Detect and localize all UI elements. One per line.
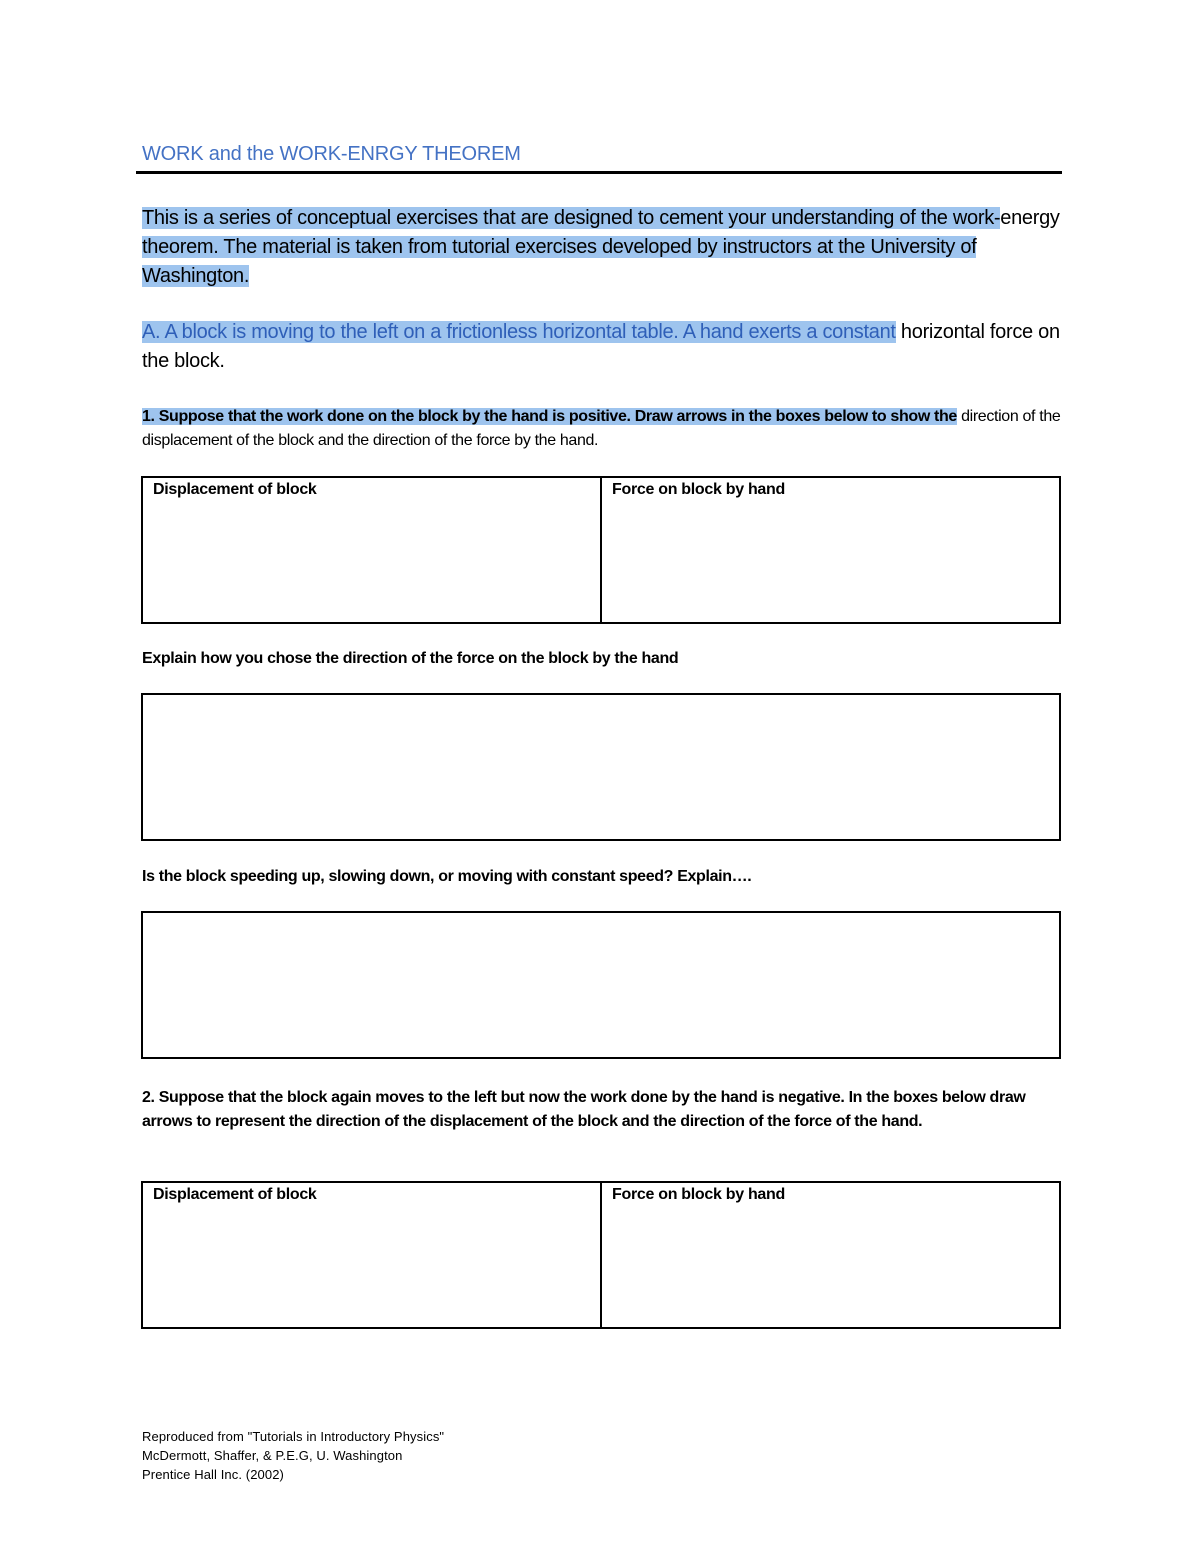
question-1-rest: direction of the displacement of the block and the direction of the force by the hand. — [142, 408, 1061, 449]
title-rule — [136, 171, 1062, 174]
displacement-cell-2[interactable] — [143, 1183, 600, 1327]
answer-table-1[interactable] — [141, 476, 1061, 624]
section-a-rest: horizontal force on the block. — [142, 321, 1060, 372]
force-label-2: Force on block by hand — [612, 1186, 785, 1203]
footer-citation — [142, 1427, 444, 1484]
footer-line-2: McDermott, Shaffer, & P.E.G, U. Washington — [142, 1448, 403, 1463]
footer-line-3: Prentice Hall Inc. (2002) — [142, 1467, 284, 1482]
force-label-1: Force on block by hand — [612, 481, 785, 498]
question-1-highlight: 1. Suppose that the work done on the block by the hand is positive. Draw arrows in the boxes below to show the — [142, 408, 957, 425]
intro-paragraph — [142, 204, 1062, 291]
page-title: WORK and the WORK-ENRGY THEOREM — [142, 143, 521, 165]
displacement-cell-1[interactable] — [143, 478, 600, 622]
displacement-label-2: Displacement of block — [153, 1186, 317, 1203]
answer-table-2[interactable] — [141, 1181, 1061, 1329]
displacement-label-1: Displacement of block — [153, 481, 317, 498]
speed-prompt: Is the block speeding up, slowing down, or moving with constant speed? Explain…. — [142, 868, 752, 885]
intro-highlight-2: theorem. The material is taken from tutorial exercises developed by instructors at the University of Washington. — [142, 236, 977, 287]
force-cell-1[interactable] — [600, 478, 1059, 622]
section-a-lead: A. A block is moving to the left on a frictionless horizontal table. A hand exerts a constant — [142, 321, 896, 343]
question-2: 2. Suppose that the block again moves to the left but now the work done by the hand is negative. In the boxes below draw arrows to represent the direction of the displacement of the block and the direction of the force of the hand. — [142, 1089, 1026, 1130]
speed-answer-box[interactable] — [141, 911, 1061, 1059]
section-a — [142, 318, 1062, 376]
explain-answer-box[interactable] — [141, 693, 1061, 841]
force-cell-2[interactable] — [600, 1183, 1059, 1327]
intro-plain: energy — [1000, 207, 1060, 229]
intro-highlight-1: This is a series of conceptual exercises that are designed to cement your understanding of the work- — [142, 207, 1001, 229]
explain-prompt: Explain how you chose the direction of the force on the block by the hand — [142, 650, 679, 667]
footer-line-1: Reproduced from "Tutorials in Introductory Physics" — [142, 1429, 445, 1444]
question-1 — [142, 405, 1062, 453]
